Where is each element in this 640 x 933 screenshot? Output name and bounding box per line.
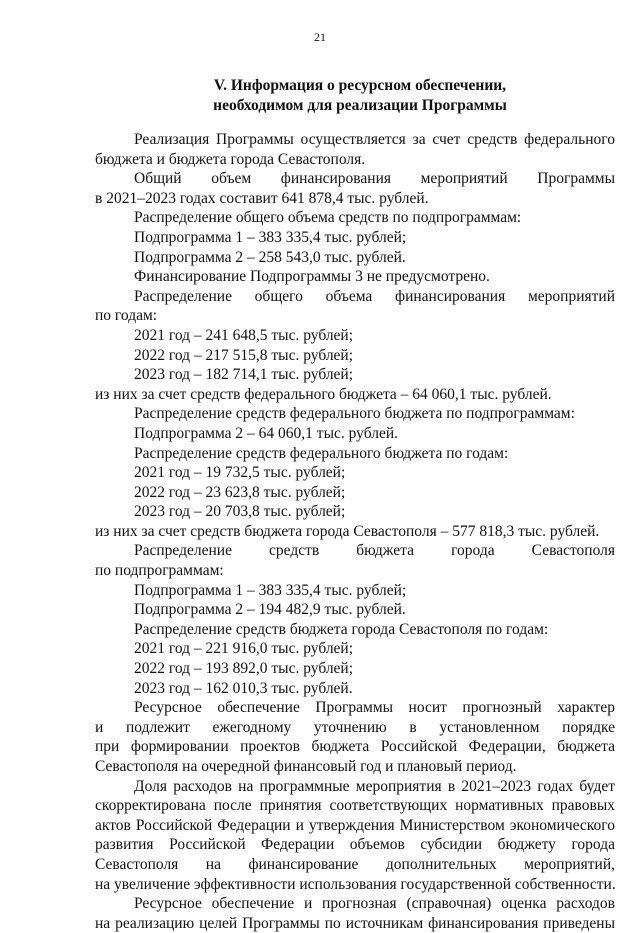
text-line: Подпрограмма 1 – 383 335,4 тыс. рублей; <box>134 228 407 246</box>
text-line: 2021 год – 221 916,0 тыс. рублей; <box>134 640 354 658</box>
text-line: по годам: <box>95 307 158 325</box>
text-line: Подпрограмма 2 – 258 543,0 тыс. рублей. <box>134 248 406 266</box>
text-line: Подпрограмма 2 – 194 482,9 тыс. рублей. <box>134 601 406 619</box>
heading-line: V. Информация о ресурсном обеспечении, <box>213 77 507 94</box>
text-line: Севастополя на финансирование дополнительных мероприятий, <box>95 855 615 873</box>
text-line: Распределение средств федерального бюджета по годам: <box>134 444 509 462</box>
text-line: в 2021–2023 годах составит 641 878,4 тыс. рублей. <box>95 189 429 207</box>
text-line: Доля расходов на программные мероприятия в 2021–2023 годах будет <box>134 777 615 795</box>
text-line: Реализация Программы осуществляется за счет средств федерального <box>134 131 615 148</box>
text-line: при формировании проектов бюджета Российской Федерации, бюджета <box>95 738 615 756</box>
text-line: из них за счет средств федерального бюджета – 64 060,1 тыс. рублей. <box>95 385 552 403</box>
text-line: Распределение общего объема средств по подпрограммам: <box>134 209 522 227</box>
body-text <box>95 130 615 933</box>
text-line: по подпрограммам: <box>95 562 224 580</box>
text-line: Подпрограмма 1 – 383 335,4 тыс. рублей; <box>134 581 407 599</box>
text-line: на увеличение эффективности использования государственной собственности. <box>95 875 616 893</box>
text-line: 2022 год – 23 623,8 тыс. рублей; <box>134 483 346 501</box>
text-line: 2022 год – 193 892,0 тыс. рублей; <box>134 660 354 678</box>
text-line: Финансирование Подпрограммы 3 не предусмотрено. <box>134 268 490 286</box>
text-line: и подлежит ежегодному уточнению в установленном порядке <box>95 718 615 736</box>
text-line: 2023 год – 20 703,8 тыс. рублей; <box>134 503 346 521</box>
text-line: Севастополя на очередной финансовый год и плановый период. <box>95 758 517 775</box>
section-heading <box>100 76 620 116</box>
heading-line: необходимом для реализации Программы <box>213 97 507 114</box>
text-line: актов Российской Федерации и утверждения Министерством экономического <box>95 816 615 834</box>
text-line: Ресурсное обеспечение и прогнозная (справочная) оценка расходов <box>134 895 615 913</box>
text-line: Ресурсное обеспечение Программы носит прогнозный характер <box>134 699 615 717</box>
text-line: на реализацию целей Программы по источникам финансирования приведены <box>95 914 615 932</box>
text-line: 2023 год – 162 010,3 тыс. рублей. <box>134 679 353 697</box>
text-line: скорректирована после принятия соответствующих нормативных правовых <box>95 797 615 815</box>
text-line: из них за счет средств бюджета города Севастополя – 577 818,3 тыс. рублей. <box>95 522 600 540</box>
text-line: бюджета и бюджета города Севастополя. <box>95 150 366 168</box>
text-line: Подпрограмма 2 – 64 060,1 тыс. рублей. <box>134 424 398 442</box>
text-line: Распределение общего объема финансирования мероприятий <box>134 287 615 305</box>
text-line: 2021 год – 19 732,5 тыс. рублей; <box>134 464 346 482</box>
text-line: 2021 год – 241 648,5 тыс. рублей; <box>134 326 354 344</box>
text-line: 2023 год – 182 714,1 тыс. рублей; <box>134 366 354 384</box>
text-line: 2022 год – 217 515,8 тыс. рублей; <box>134 346 354 364</box>
text-line: Распределение средств федерального бюджета по подпрограммам: <box>134 405 575 423</box>
page-number: 21 <box>314 30 326 44</box>
text-line: Распределение средств бюджета города Севастополя <box>134 542 615 560</box>
text-line: Общий объем финансирования мероприятий Программы <box>134 170 615 188</box>
text-line: Распределение средств бюджета города Севастополя по годам: <box>134 620 549 638</box>
text-line: развития Российской Федерации объемов субсидии бюджету города <box>95 836 615 854</box>
